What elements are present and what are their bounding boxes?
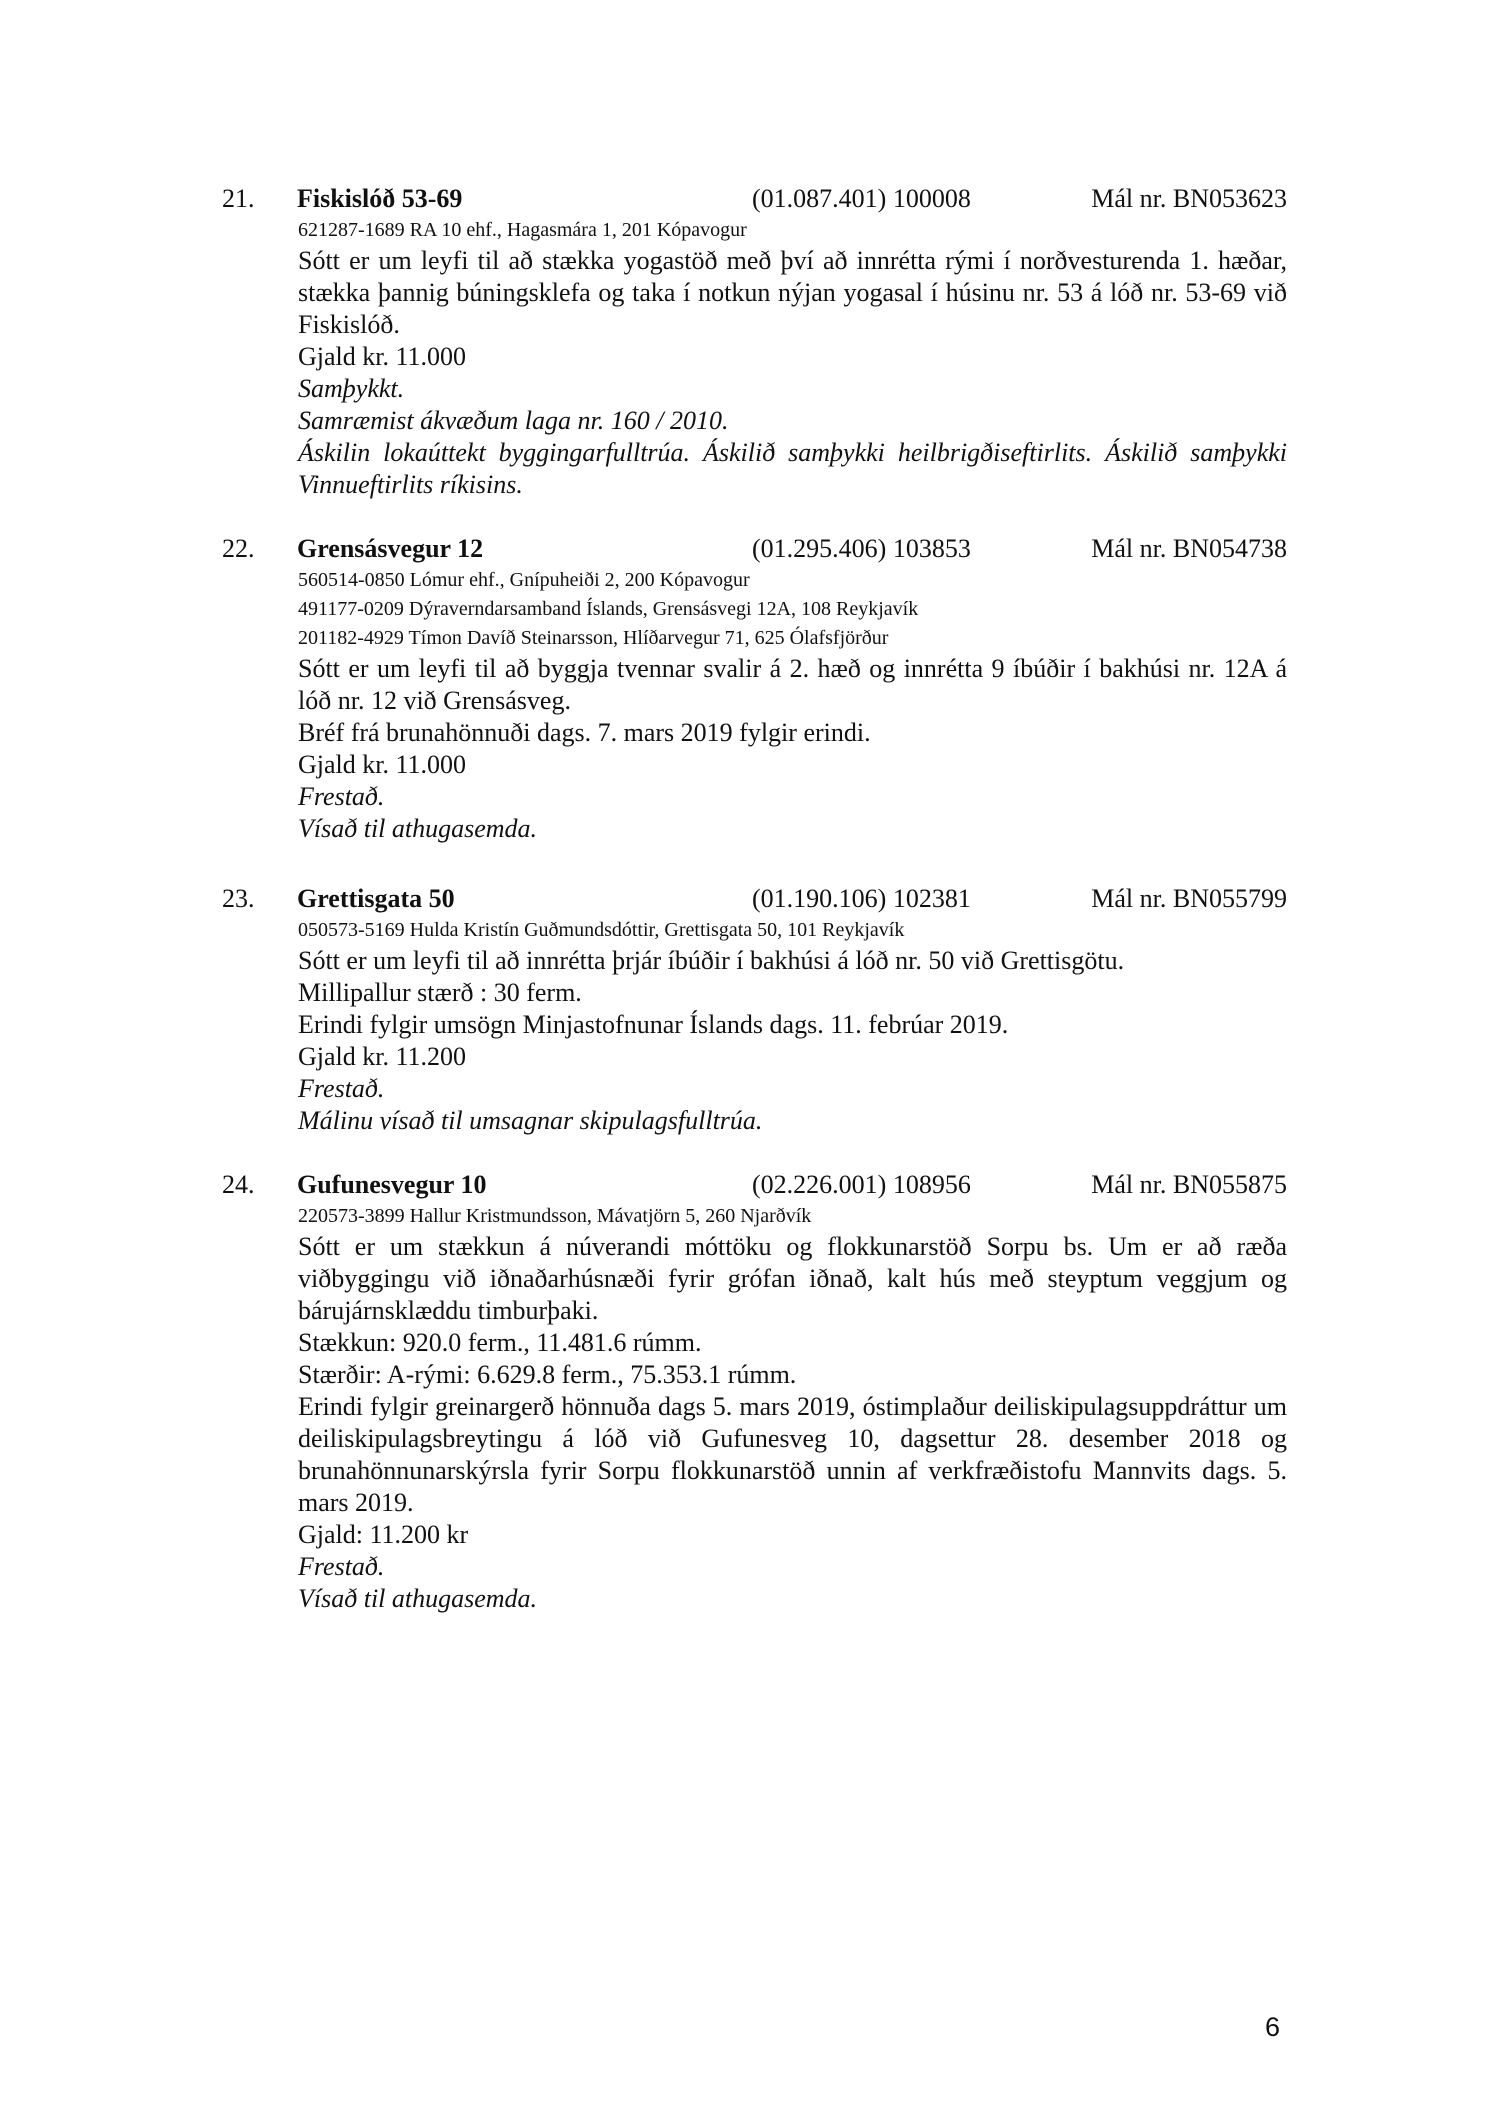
item-number: 23. bbox=[222, 884, 255, 913]
case-body bbox=[298, 566, 1287, 845]
case-header bbox=[222, 1168, 1287, 1202]
property-reference: (02.226.001) 108956 bbox=[752, 1170, 971, 1199]
applicant: 491177-0209 Dýraverndarsamband Íslands, Grensásvegi 12A, 108 Reykjavík bbox=[298, 598, 919, 620]
note: Erindi fylgir greinargerð hönnuða dags 5. mars 2019, óstimplaður deiliskipulagsuppdráttur um deiliskipulagsbreytingu á lóð við Gufunesveg 10, dagsettur 28. desember 2018 og brunahönnunarskýrsla fyrir Sorpu flokkunarstöð unnin af verkfræðistofu Mannvits dags. 5. mars 2019. bbox=[298, 1392, 1287, 1517]
description: Sótt er um leyfi til að stækka yogastöð með því að innrétta rými í norðvesturenda 1. hæðar, stækka þannig búningsklefa og taka í notkun nýjan yogasal í húsinu nr. 53 á lóð nr. 53-69 við Fiskislóð. bbox=[298, 246, 1287, 339]
applicant: 621287-1689 RA 10 ehf., Hagasmára 1, 201 Kópavogur bbox=[298, 219, 747, 241]
decision: Frestað. bbox=[298, 782, 385, 811]
decision: Frestað. bbox=[298, 1552, 385, 1581]
fee: Gjald kr. 11.200 bbox=[298, 1042, 467, 1071]
decision: Samþykkt. bbox=[298, 374, 405, 403]
applicant: 220573-3899 Hallur Kristmundsson, Mávatjörn 5, 260 Njarðvík bbox=[298, 1205, 812, 1227]
applicant: 560514-0850 Lómur ehf., Gnípuheiði 2, 200 Kópavogur bbox=[298, 569, 750, 591]
case-body bbox=[298, 1202, 1287, 1615]
case-header bbox=[222, 182, 1287, 216]
case-number: Mál nr. BN055799 bbox=[1091, 884, 1287, 913]
case-number: Mál nr. BN054738 bbox=[1091, 534, 1287, 563]
case-body bbox=[298, 216, 1287, 501]
note: Erindi fylgir umsögn Minjastofnunar Íslands dags. 11. febrúar 2019. bbox=[298, 1010, 1009, 1039]
applicant: 050573-5169 Hulda Kristín Guðmundsdóttir, Grettisgata 50, 101 Reykjavík bbox=[298, 919, 905, 941]
note: Stækkun: 920.0 ferm., 11.481.6 rúmm. bbox=[298, 1328, 702, 1357]
remark: Málinu vísað til umsagnar skipulagsfulltrúa. bbox=[298, 1106, 763, 1135]
property-reference: (01.295.406) 103853 bbox=[752, 534, 971, 563]
note: Stærðir: A-rými: 6.629.8 ferm., 75.353.1 rúmm. bbox=[298, 1360, 797, 1389]
note: Bréf frá brunahönnuði dags. 7. mars 2019 fylgir erindi. bbox=[298, 718, 871, 747]
item-number: 22. bbox=[222, 534, 255, 563]
remark: Áskilin lokaúttekt byggingarfulltrúa. Áskilið samþykki heilbrigðiseftirlits. Áskilið samþykki Vinnueftirlits ríkisins. bbox=[298, 438, 1287, 499]
remark: Samræmist ákvæðum laga nr. 160 / 2010. bbox=[298, 406, 729, 435]
case-item-23 bbox=[222, 882, 1287, 1137]
case-header bbox=[222, 532, 1287, 566]
case-number: Mál nr. BN053623 bbox=[1091, 184, 1287, 213]
case-item-22 bbox=[222, 532, 1287, 845]
page-number: 6 bbox=[1265, 2012, 1281, 2042]
property-reference: (01.190.106) 102381 bbox=[752, 884, 971, 913]
property-reference: (01.087.401) 100008 bbox=[752, 184, 971, 213]
case-item-24 bbox=[222, 1168, 1287, 1615]
description: Sótt er um leyfi til að byggja tvennar svalir á 2. hæð og innrétta 9 íbúðir í bakhúsi nr. 12A á lóð nr. 12 við Grensásveg. bbox=[298, 654, 1287, 715]
case-item-21 bbox=[222, 182, 1287, 501]
case-number: Mál nr. BN055875 bbox=[1091, 1170, 1287, 1199]
street-address: Gufunesvegur 10 bbox=[297, 1170, 487, 1199]
fee: Gjald: 11.200 kr bbox=[298, 1520, 469, 1549]
fee: Gjald kr. 11.000 bbox=[298, 342, 467, 371]
applicant: 201182-4929 Tímon Davíð Steinarsson, Hlíðarvegur 71, 625 Ólafsfjörður bbox=[298, 627, 889, 649]
fee: Gjald kr. 11.000 bbox=[298, 750, 467, 779]
street-address: Grensásvegur 12 bbox=[297, 534, 484, 563]
remark: Vísað til athugasemda. bbox=[298, 814, 538, 843]
street-address: Grettisgata 50 bbox=[297, 884, 455, 913]
item-number: 24. bbox=[222, 1170, 255, 1199]
case-header bbox=[222, 882, 1287, 916]
remark: Vísað til athugasemda. bbox=[298, 1584, 538, 1613]
decision: Frestað. bbox=[298, 1074, 385, 1103]
note: Millipallur stærð : 30 ferm. bbox=[298, 978, 582, 1007]
description: Sótt er um stækkun á núverandi móttöku og flokkunarstöð Sorpu bs. Um er að ræða viðbyggingu við iðnaðarhúsnæði fyrir grófan iðnað, kalt hús með steyptum veggjum og bárujárnsklæddu timburþaki. bbox=[298, 1232, 1287, 1325]
street-address: Fiskislóð 53-69 bbox=[297, 184, 463, 213]
case-body bbox=[298, 916, 1287, 1137]
description: Sótt er um leyfi til að innrétta þrjár íbúðir í bakhúsi á lóð nr. 50 við Grettisgötu. bbox=[298, 946, 1125, 975]
item-number: 21. bbox=[222, 184, 255, 213]
